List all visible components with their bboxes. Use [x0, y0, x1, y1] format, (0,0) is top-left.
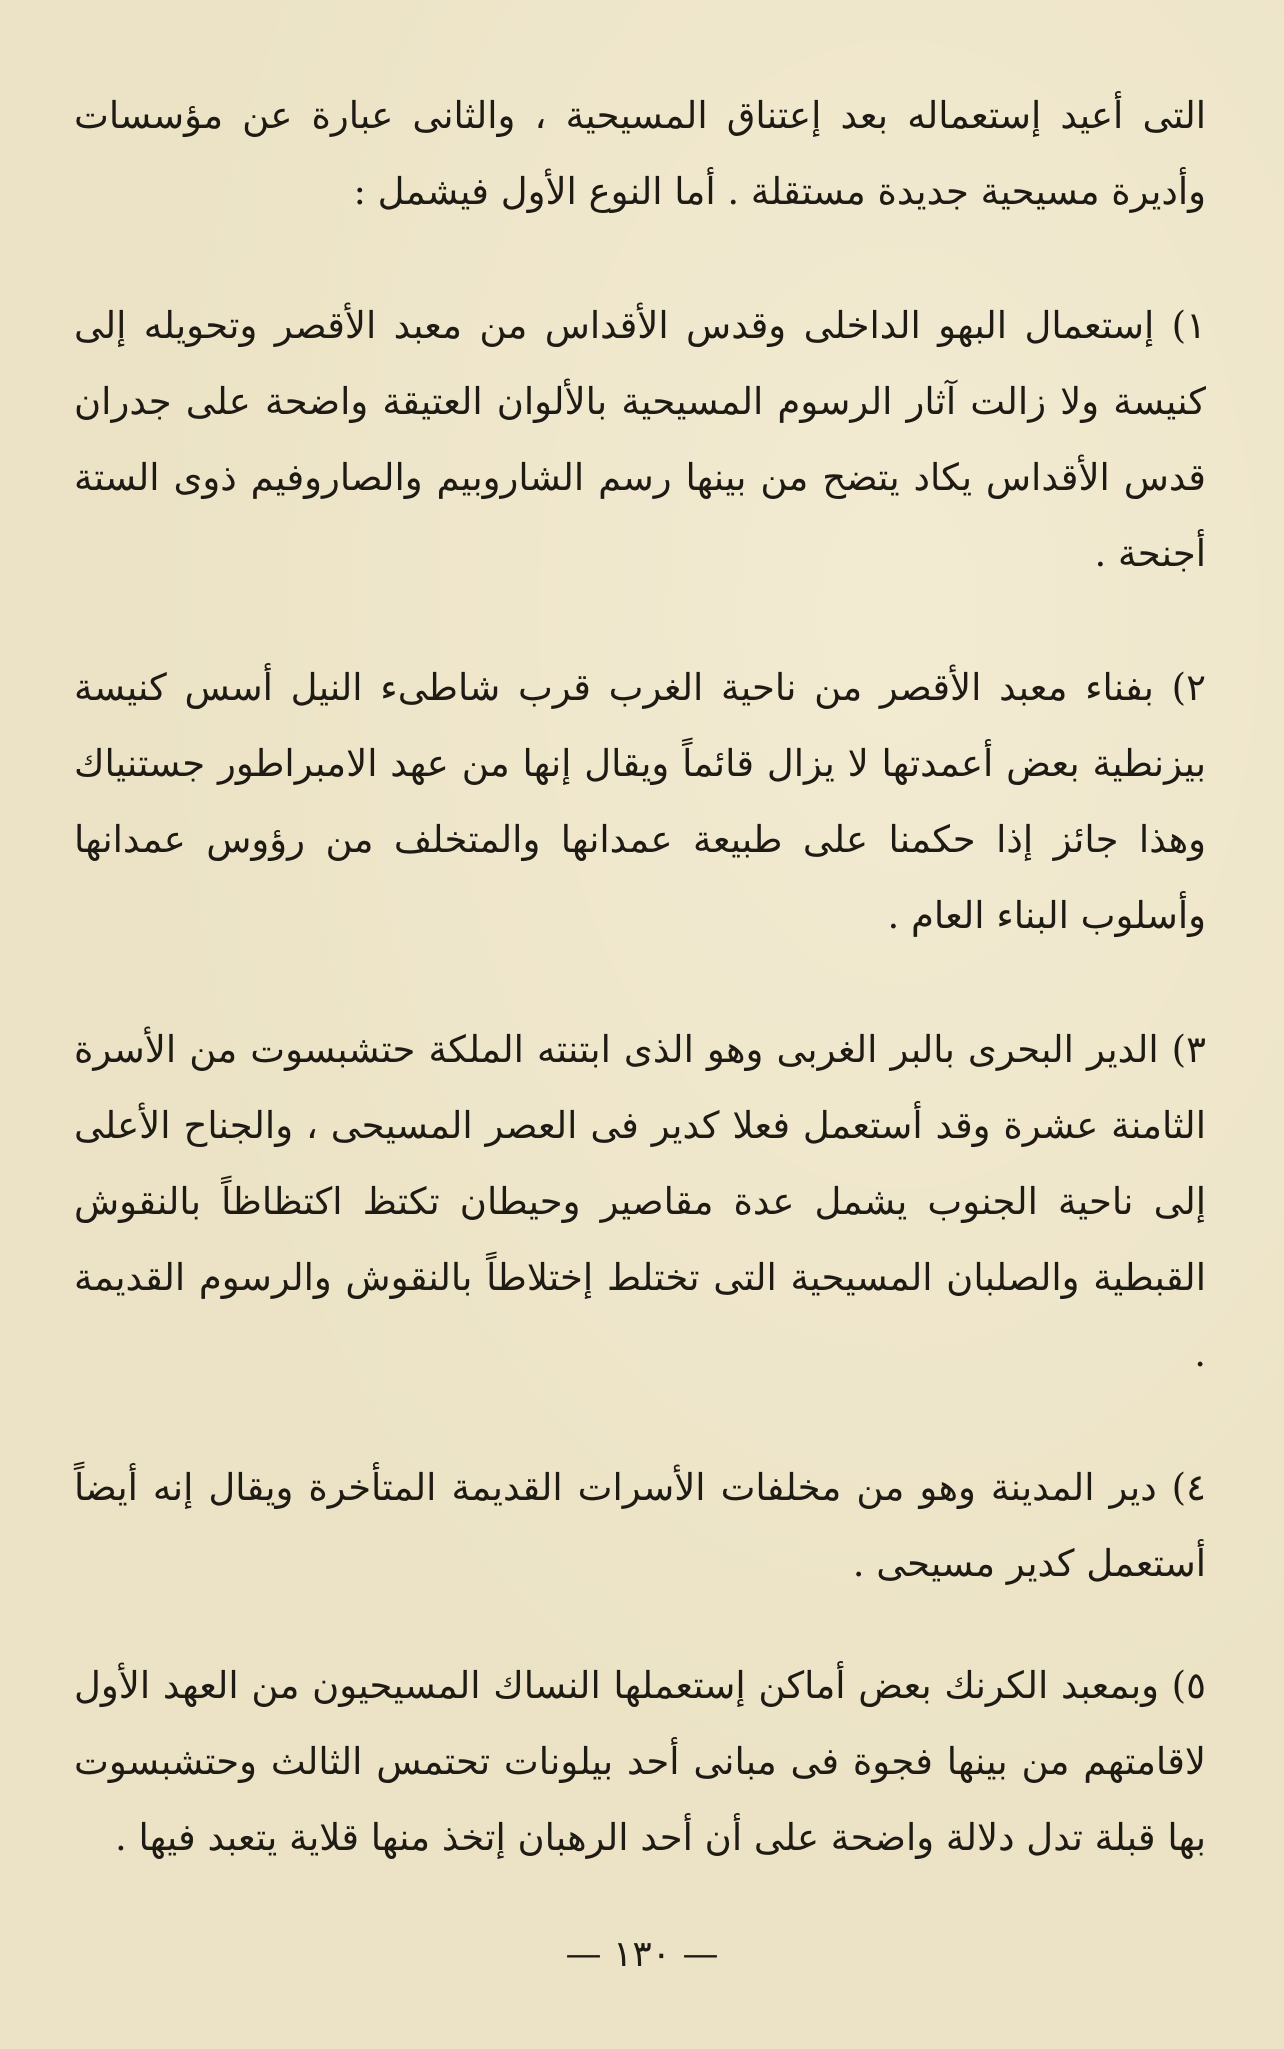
list-item-2: ٢) بفناء معبد الأقصر من ناحية الغرب قرب شاطىء النيل أسس كنيسة بيزنطية بعض أعمدتها لا يزال قائماً ويقال إنها من عهد الامبراطور جستنياك وهذا جائز إذا حكمنا على طبيعة عمدانها والمتخلف من رؤوس عمدانها وأسلوب البناء العام .: [74, 666, 1206, 937]
list-item-1: ١) إستعمال البهو الداخلى وقدس الأقداس من معبد الأقصر وتحويله إلى كنيسة ولا زالت آثار الرسوم المسيحية بالألوان العتيقة واضحة على جدران قدس الأقداس يكاد يتضح من بينها رسم الشاروبيم والصاروفيم ذوى الستة أجنحة .: [74, 304, 1206, 575]
list-item-3: ٣) الدير البحرى بالبر الغربى وهو الذى ابتنته الملكة حتشبسوت من الأسرة الثامنة عشرة وقد أستعمل فعلا كدير فى العصر المسيحى ، والجناح الأعلى إلى ناحية الجنوب يشمل عدة مقاصير وحيطان تكتظ اكتظاظاً بالنقوش القبطية والصلبان المسيحية التى تختلط إختلاطاً بالنقوش والرسوم القديمة .: [74, 1028, 1206, 1375]
list-item-4: ٤) دير المدينة وهو من مخلفات الأسرات القديمة المتأخرة ويقال إنه أيضاً أستعمل كدير مسيحى .: [74, 1466, 1206, 1585]
list-item-5: ٥) وبمعبد الكرنك بعض أماكن إستعملها النساك المسيحيون من العهد الأول لاقامتهم من بينها فجوة فى مبانى أحد بيلونات تحتمس الثالث وحتشبسوت بها قبلة تدل دلالة واضحة على أن أحد الرهبان إتخذ منها قلاية يتعبد فيها .: [74, 1664, 1206, 1859]
page-number: — ١٣٠ —: [565, 1934, 719, 1975]
intro-paragraph: التى أعيد إستعماله بعد إعتناق المسيحية ، والثانى عبارة عن مؤسسات وأديرة مسيحية جديدة مستقلة . أما النوع الأول فيشمل :: [74, 94, 1206, 213]
